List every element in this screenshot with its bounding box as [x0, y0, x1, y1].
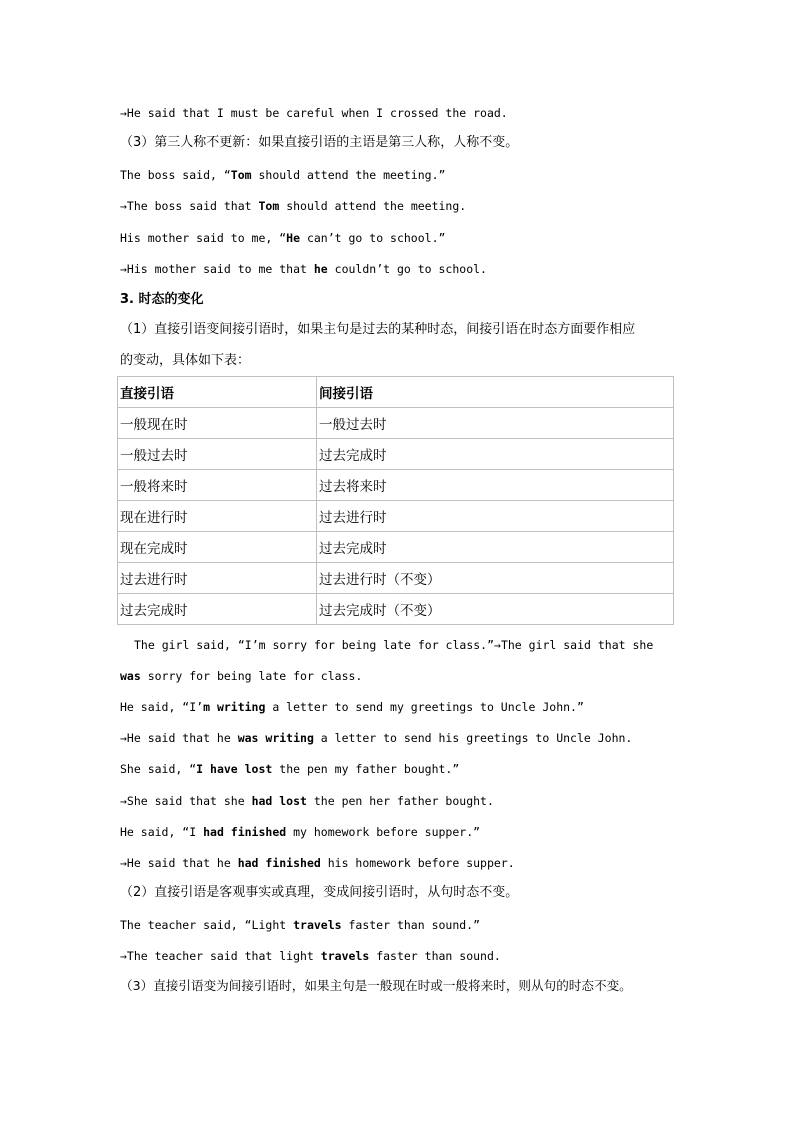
rule-text: （2）直接引语是客观事实或真理，变成间接引语时，从句时态不变。 — [120, 885, 519, 900]
bold-part: was — [120, 669, 141, 683]
table-cell: 一般现在时 — [118, 408, 317, 439]
text-part: →He said that he — [120, 856, 238, 870]
table-cell: 过去完成时（不变） — [317, 594, 674, 625]
table-row — [118, 563, 674, 594]
text-part: faster than sound. — [369, 949, 501, 963]
paragraph-text: 的变动，具体如下表： — [120, 353, 251, 368]
example-indirect — [120, 948, 501, 964]
text-part: the pen her father bought. — [306, 794, 494, 808]
bold-part: I have lost — [196, 762, 273, 776]
example-line — [134, 637, 653, 653]
text-part: →He said that he — [120, 731, 238, 745]
text-part: The boss said, “ — [120, 168, 231, 182]
text-part: a letter to send my greetings to Uncle John.” — [265, 700, 584, 714]
table-row — [118, 439, 674, 470]
rule-note-3 — [120, 135, 518, 151]
tense-table — [117, 376, 674, 625]
paragraph-line — [120, 353, 250, 369]
table-row — [118, 594, 674, 625]
example-indirect — [120, 793, 494, 809]
table-cell: 现在进行时 — [118, 501, 317, 532]
bold-part: had lost — [251, 794, 307, 808]
example-direct — [120, 917, 480, 933]
text-part: He said, “I’ — [120, 700, 204, 714]
table-cell: 过去进行时（不变） — [317, 563, 674, 594]
text-part: His mother said to me, “ — [120, 231, 287, 245]
text-part: couldn’t go to school. — [327, 262, 487, 276]
example-indirect — [120, 730, 632, 746]
text-part: The teacher said, “Light — [120, 918, 294, 932]
bold-part: m writing — [203, 700, 266, 714]
rule-note-2 — [120, 885, 518, 901]
example-direct — [120, 824, 480, 840]
heading-text: 3. 时态的变化 — [120, 292, 204, 307]
table-cell: 过去进行时 — [118, 563, 317, 594]
table-cell: 过去完成时 — [118, 594, 317, 625]
table-cell: 过去完成时 — [317, 532, 674, 563]
table-cell: 过去将来时 — [317, 470, 674, 501]
text-part: →His mother said to me that — [120, 262, 314, 276]
example-direct — [120, 230, 445, 246]
example-direct — [120, 699, 584, 715]
example-indirect — [120, 261, 487, 277]
sentence-line — [120, 105, 508, 121]
text-part: can’t go to school.” — [300, 231, 446, 245]
text-part: The girl said, “I’m sorry for being late for class.”→The girl said that she — [134, 638, 654, 652]
text-part: his homework before supper. — [320, 856, 515, 870]
text-part: She said, “ — [120, 762, 197, 776]
rule-text: （3）第三人称不更新：如果直接引语的主语是第三人称，人称不变。 — [120, 135, 519, 150]
text-part: a letter to send his greetings to Uncle John. — [313, 731, 633, 745]
example-line — [120, 668, 362, 684]
table-cell: 过去进行时 — [317, 501, 674, 532]
paragraph-line — [120, 322, 635, 338]
table-row — [118, 408, 674, 439]
bold-part: travels — [293, 918, 342, 932]
example-direct — [120, 761, 459, 777]
rule-text: （3）直接引语变为间接引语时，如果主句是一般现在时或一般将来时，则从句的时态不变。 — [120, 978, 632, 993]
table-header-cell: 直接引语 — [118, 377, 317, 408]
bold-part: Tom — [230, 168, 252, 182]
text-part: should attend the meeting.” — [251, 168, 446, 182]
bold-part: travels — [320, 949, 370, 963]
text-part: should attend the meeting. — [279, 199, 467, 213]
bold-part: had finished — [237, 856, 321, 870]
text-part: faster than sound.” — [341, 918, 481, 932]
section-heading — [120, 292, 204, 308]
table-row — [118, 532, 674, 563]
table-cell: 过去完成时 — [317, 439, 674, 470]
table-row — [118, 501, 674, 532]
bold-part: Tom — [258, 199, 280, 213]
text-part: →She said that she — [120, 794, 252, 808]
table-row — [118, 470, 674, 501]
table-cell: 一般过去时 — [118, 439, 317, 470]
text-part: the pen my father bought.” — [272, 762, 460, 776]
bold-part: he — [313, 262, 328, 276]
example-indirect — [120, 855, 515, 871]
text-part: sorry for being late for class. — [140, 669, 363, 683]
sentence-text: →He said that I must be careful when I crossed the road. — [120, 106, 508, 120]
bold-part: had finished — [203, 825, 287, 839]
paragraph-text: （1）直接引语变间接引语时，如果主句是过去的某种时态，间接引语在时态方面要作相应 — [120, 322, 636, 337]
table-header-cell: 间接引语 — [317, 377, 674, 408]
example-indirect — [120, 198, 466, 214]
bold-part: was writing — [237, 731, 314, 745]
text-part: →The teacher said that light — [120, 949, 321, 963]
bold-part: He — [286, 231, 301, 245]
text-part: He said, “I — [120, 825, 204, 839]
text-part: my homework before supper.” — [286, 825, 481, 839]
table-cell: 一般将来时 — [118, 470, 317, 501]
example-direct — [120, 167, 445, 183]
table-cell: 现在完成时 — [118, 532, 317, 563]
table-cell: 一般过去时 — [317, 408, 674, 439]
table-header-row — [118, 377, 674, 408]
text-part: →The boss said that — [120, 199, 259, 213]
rule-note-3 — [120, 978, 632, 994]
